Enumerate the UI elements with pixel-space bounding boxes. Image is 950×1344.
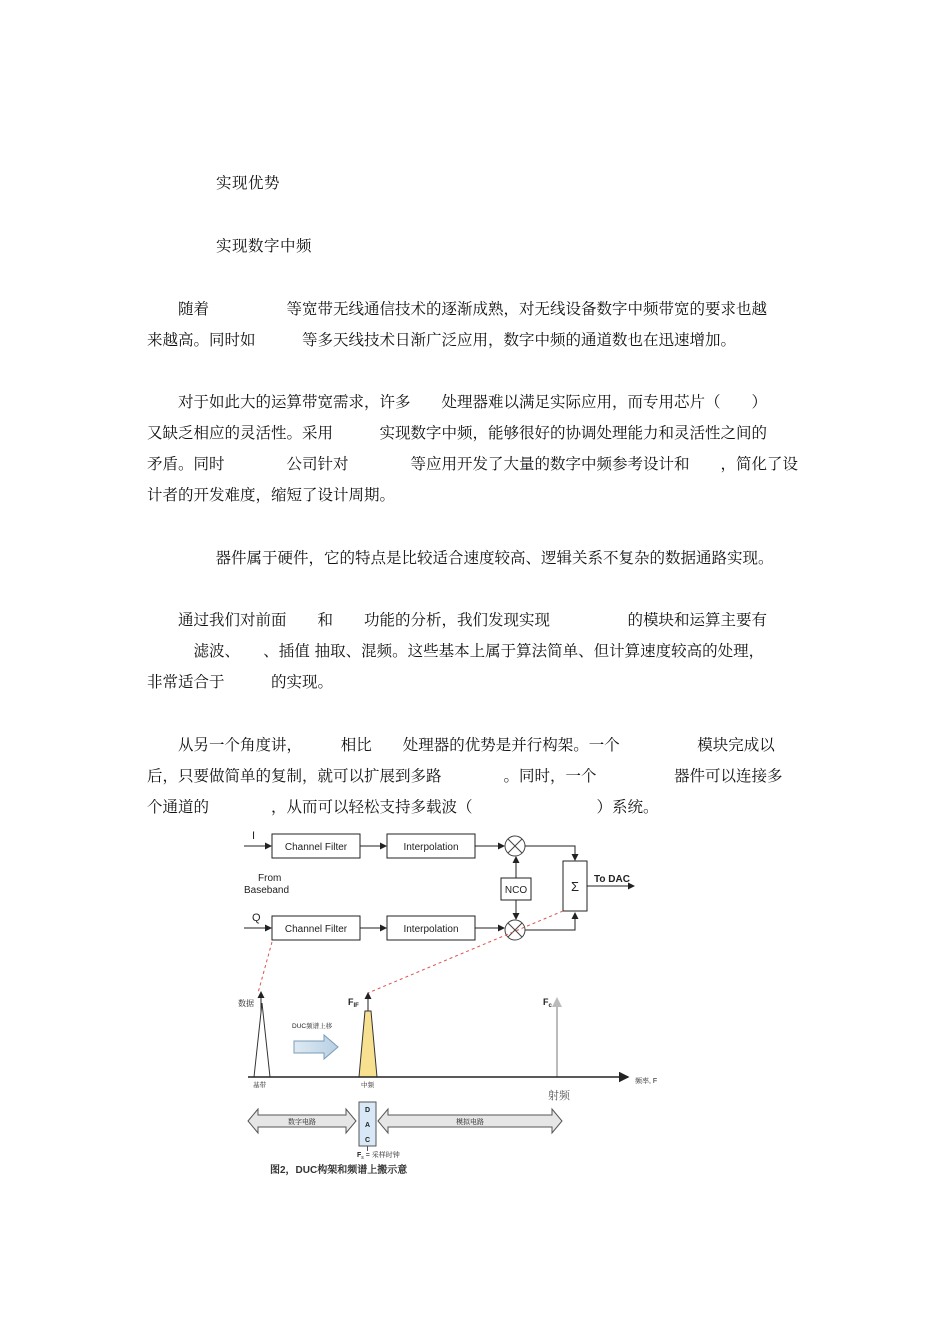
rf-carrier-arrowhead (552, 997, 562, 1007)
analog-circuit-label: 模拟电路 (456, 1119, 484, 1126)
paragraph-line: 通过我们对前面 和 功能的分析，我们发现实现 的模块和运算主要有 (178, 611, 768, 629)
figure-caption: 图2，DUC构架和频谱上搬示意 (270, 1165, 408, 1176)
mixer-q-icon (505, 920, 525, 940)
dac-letter-d: D (364, 1107, 371, 1114)
data-label: 数据 (238, 999, 254, 1008)
if-spectrum (359, 1011, 377, 1077)
input-i-label: I (252, 830, 256, 842)
channel-filter-i-label: Channel Filter (284, 842, 348, 853)
heading-advantages: 实现优势 (216, 174, 281, 192)
paragraph-line: 随着 等宽带无线通信技术的逐渐成熟，对无线设备数字中频带宽的要求也越 (178, 300, 768, 318)
heading-digital-if: 实现数字中频 (216, 237, 313, 255)
dac-letter-c: C (364, 1137, 371, 1144)
duc-figure (228, 825, 678, 1185)
sampling-clock-label: $F_s$ = 采样时钟 (357, 1152, 400, 1161)
paragraph-line: 来越高。同时如 等多天线技术日渐广泛应用，数字中频的通道数也在迅速增加。 (147, 331, 737, 349)
q-mixer-to-sum-arrow (525, 913, 575, 930)
to-dac-label: To DAC (594, 874, 630, 885)
interpolation-q-label: Interpolation (403, 924, 459, 935)
if-label: 中频 (361, 1082, 374, 1089)
digital-circuit-label: 数字电路 (288, 1119, 316, 1126)
input-q-label: Q (252, 912, 261, 924)
paragraph-line: 从另一个角度讲， 相比 处理器的优势是并行构架。一个 模块完成以 (178, 736, 775, 754)
duc-block-diagram (244, 830, 634, 940)
paragraph-line: 个通道的 ，从而可以轻松支持多载波（ ）系统。 (147, 798, 659, 816)
paragraph-line: 计者的开发难度，缩短了设计周期。 (147, 486, 396, 504)
paragraph-line: 后，只要做简单的复制，就可以扩展到多路 。同时，一个 器件可以连接多 (147, 767, 783, 785)
interpolation-i-label: Interpolation (403, 842, 459, 853)
paragraph-line: 对于如此大的运算带宽需求，许多 处理器难以满足实际应用，而专用芯片（ ） (178, 393, 768, 411)
rf-label: 射频 (548, 1090, 570, 1102)
channel-filter-q-label: Channel Filter (284, 924, 348, 935)
zoom-line-left (258, 942, 272, 993)
paragraph-line: 滤波、 、插值 抽取、混频。这些基本上属于算法简单、但计算速度较高的处理， (147, 642, 765, 660)
paragraph-line: 器件属于硬件，它的特点是比较适合速度较高、逻辑关系不复杂的数据通路实现。 (169, 549, 774, 567)
sum-label: Σ (570, 879, 580, 894)
duc-shift-arrow-icon (294, 1035, 338, 1059)
fc-label: $F_c$ (543, 997, 552, 1009)
paragraph-line: 又缺乏相应的灵活性。采用 实现数字中频，能够很好的协调处理能力和灵活性之间的 (147, 424, 768, 442)
duc-shift-label: DUC频谱上移 (292, 1023, 333, 1030)
nco-label: NCO (504, 885, 528, 896)
i-mixer-to-sum-arrow (525, 846, 575, 860)
paragraph-line: 非常适合于 的实现。 (147, 673, 334, 691)
from-baseband-label-2: Baseband (244, 885, 290, 896)
baseband-label: 基带 (253, 1082, 266, 1089)
baseband-spectrum (254, 1003, 270, 1077)
mixer-i-icon (505, 836, 525, 856)
fif-label: $F_{IF}$ (348, 997, 359, 1009)
dac-letter-a: A (364, 1122, 371, 1129)
spectrum-diagram (238, 992, 657, 1176)
from-baseband-label-1: From (258, 873, 282, 884)
frequency-axis-label: 频率, F (635, 1078, 658, 1085)
paragraph-line: 矛盾。同时 公司针对 等应用开发了大量的数字中频参考设计和 ，简化了设 (147, 455, 799, 473)
